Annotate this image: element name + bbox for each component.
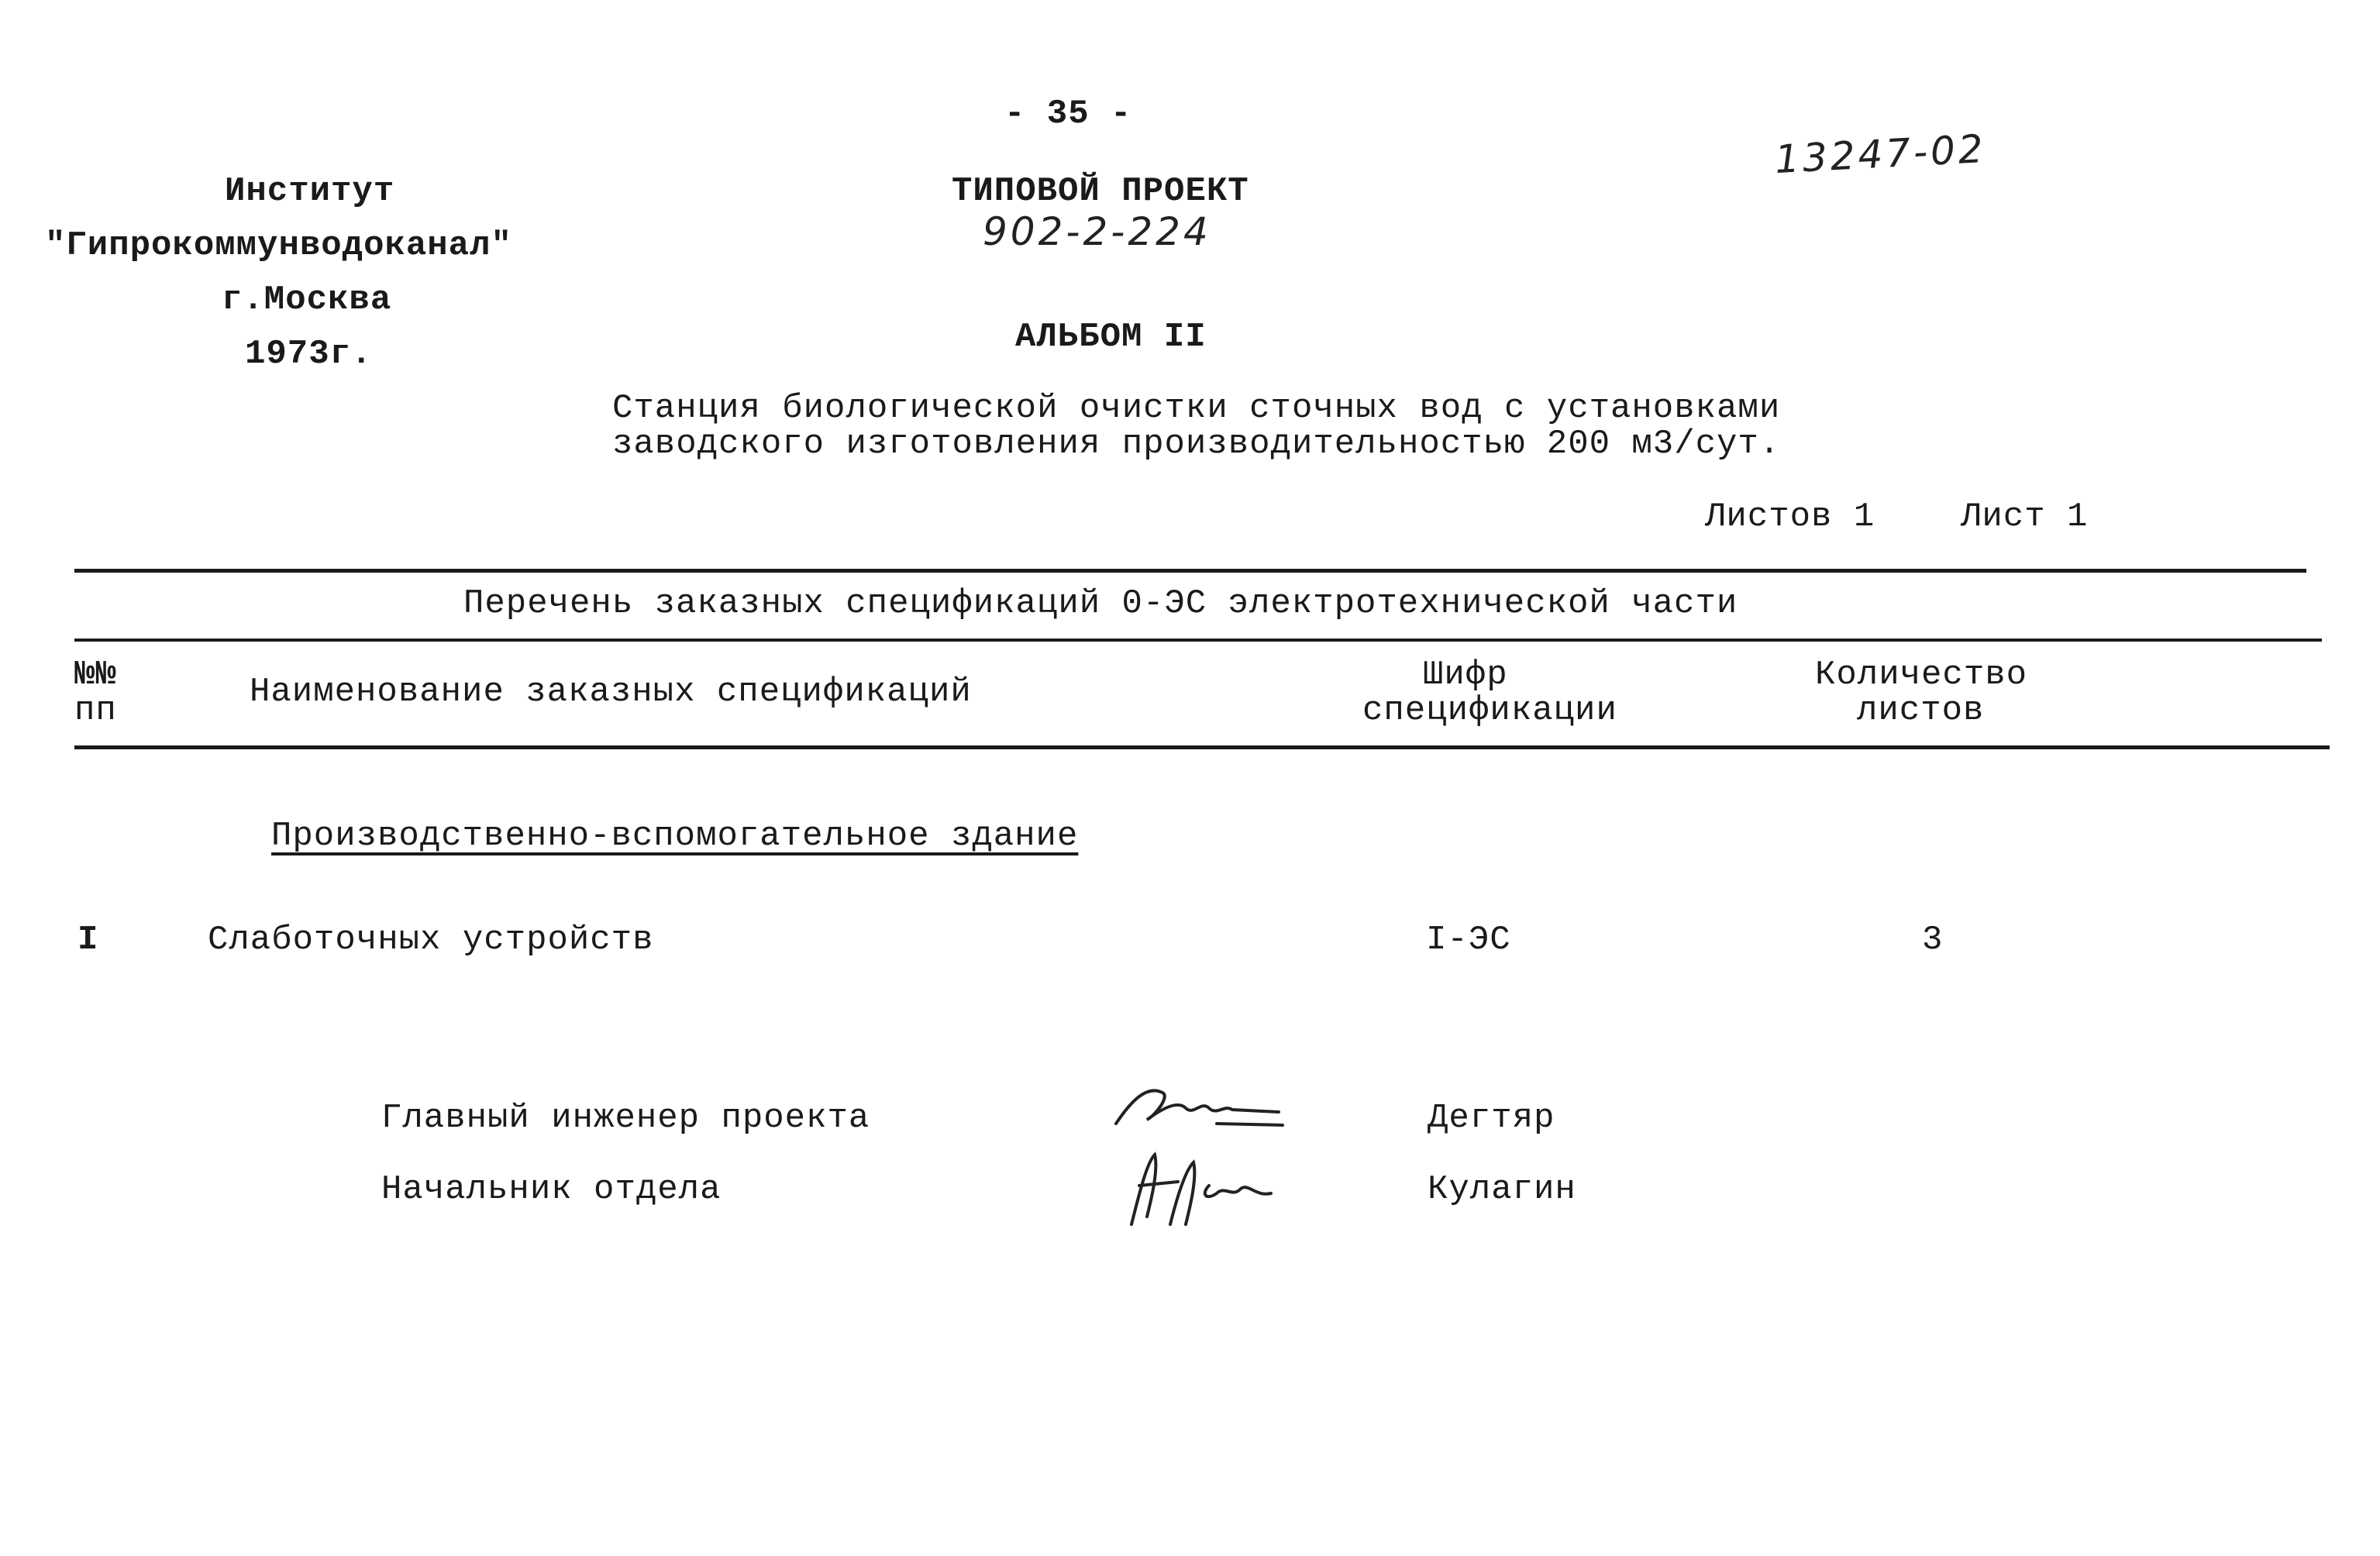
institute-org: "Гипрокоммунводоканал" (45, 226, 512, 265)
table-top-rule (74, 569, 2306, 573)
institute-city: г.Москва (222, 281, 392, 319)
header-code-line2: спецификации (1362, 691, 1617, 730)
section-heading: Производственно-вспомогательное здание (271, 817, 1079, 855)
project-title-line2: заводского изготовления производительностью 200 м3/сут. (612, 425, 1781, 463)
row-count: 3 (1922, 921, 1944, 959)
row-name: Слаботочных устройств (208, 921, 654, 959)
table-header-rule (74, 745, 2330, 749)
signature-role: Начальник отдела (381, 1170, 722, 1209)
header-num-line2: пп (74, 691, 117, 730)
handwritten-signature-icon (1116, 1139, 1286, 1240)
institute-name: Институт (225, 172, 395, 211)
album-title: АЛЬБОМ II (1015, 318, 1207, 356)
row-code: I-ЭС (1426, 921, 1511, 959)
header-code-line1: Шифр (1423, 656, 1508, 694)
stamp-number: 13247-02 (1773, 126, 1988, 183)
sheets-current: Лист 1 (1961, 497, 2089, 536)
project-number: 902-2-224 (983, 209, 1211, 254)
header-count-line2: листов (1857, 691, 1985, 730)
signature-role: Главный инженер проекта (381, 1099, 870, 1138)
project-type: ТИПОВОЙ ПРОЕКТ (952, 172, 1249, 211)
project-title-line1: Станция биологической очистки сточных вод с установками (612, 389, 1781, 428)
header-num-line1: №№ (74, 656, 117, 694)
handwritten-signature-icon (1108, 1069, 1294, 1147)
signature-name: Кулагин (1428, 1170, 1576, 1209)
header-count-line1: Количество (1815, 656, 2028, 694)
header-name: Наименование заказных спецификаций (250, 673, 972, 711)
table-caption-rule (74, 639, 2322, 642)
row-num: I (77, 921, 99, 959)
institute-year: 1973г. (245, 335, 373, 374)
signature-name: Дегтяр (1428, 1099, 1555, 1138)
page-number: - 35 - (1004, 95, 1132, 133)
sheets-total: Листов 1 (1705, 497, 1875, 536)
table-caption: Перечень заказных спецификаций 0-ЭС электротехнической части (463, 584, 1738, 623)
